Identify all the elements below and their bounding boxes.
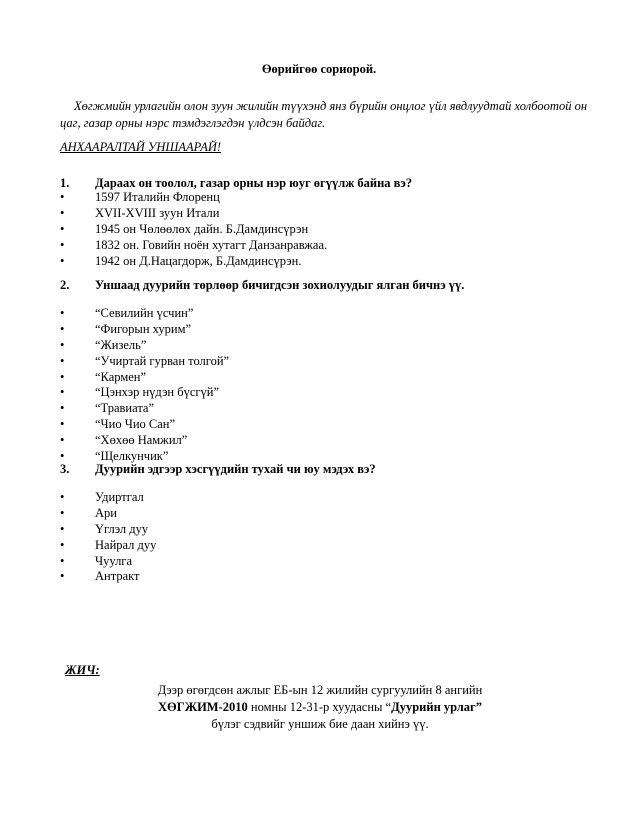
list-item: • “Учиртай гурван толгой”: [60, 353, 230, 368]
list-item: • XVII-XVIII зуун Итали: [60, 205, 220, 220]
bullet-icon: •: [60, 417, 65, 432]
list-item: • “Фигорын хурим”: [60, 321, 192, 336]
bullet-icon: •: [60, 205, 65, 220]
question-1-list: [60, 190, 600, 269]
question-2-list: [60, 306, 600, 465]
bullet-icon: •: [60, 490, 65, 504]
question-text: Уншаад дуурийн төрлөөр бичигдсэн зохиолуудыг ялган бичнэ үү.: [95, 278, 465, 292]
list-item: • “Щелкунчик”: [60, 449, 169, 464]
list-item: • 1942 он Д.Нацагдорж, Б.Дамдинсүрэн.: [60, 253, 302, 268]
bullet-icon: •: [60, 553, 65, 568]
list-item: • 1597 Италийн Флоренц: [60, 190, 220, 204]
bullet-icon: •: [60, 221, 65, 236]
list-item: • “Травиата”: [60, 401, 155, 416]
bullet-icon: •: [60, 353, 65, 368]
note-line-1: Дээр өгөгдсөн ажлыг ЕБ-ын 12 жилийн сургуулийн 8 ангийн: [157, 683, 483, 697]
list-item: • Ари: [60, 505, 117, 520]
list-item: • Удиртгал: [60, 490, 144, 504]
bullet-icon: •: [60, 337, 65, 352]
bullet-icon: •: [60, 190, 65, 204]
list-item: • “Чио Чио Сан”: [60, 417, 176, 432]
bullet-icon: •: [60, 521, 65, 536]
list-item: • 1945 он Чөлөөлөх дайн. Б.Дамдинсүрэн: [60, 221, 309, 236]
bullet-icon: •: [60, 306, 65, 320]
intro-paragraph: Хөгжмийн урлагийн олон зуун жилийн түүхэнд янз бүрийн онцлог үйл явдлуудтай холбоотой он цаг, газар орны нэрс тэмдэглэгдэн үлдсэн байдаг.: [60, 99, 588, 130]
note-label: ЖИЧ:: [65, 663, 100, 677]
bullet-icon: •: [60, 569, 65, 584]
list-item: • “Жизель”: [60, 337, 147, 352]
bullet-icon: •: [60, 449, 65, 464]
bullet-icon: •: [60, 369, 65, 384]
bullet-icon: •: [60, 433, 65, 448]
bullet-icon: •: [60, 401, 65, 416]
note-line-3: бүлэг сэдвийг уншиж бие даан хийнэ үү.: [211, 717, 429, 731]
question-number: 2.: [60, 278, 70, 292]
question-number: 3.: [60, 462, 70, 476]
bullet-icon: •: [60, 253, 65, 268]
question-text: Дуурийн эдгээр хэсгүүдийн тухай чи юу мэдэх вэ?: [95, 462, 376, 476]
list-item: • Чуулга: [60, 553, 132, 568]
list-item: • Үглэл дуу: [60, 521, 149, 536]
bullet-icon: •: [60, 505, 65, 520]
note-line-2: ХӨГЖИМ-2010 номны 12-31-р хуудасны “Дуурийн урлаг”: [158, 700, 482, 714]
question-number: 1.: [60, 176, 70, 190]
list-item: • “Севилийн үсчин”: [60, 306, 194, 320]
list-item: • “Кармен”: [60, 369, 147, 384]
list-item: • “Хөхөө Намжил”: [60, 433, 188, 448]
bullet-icon: •: [60, 237, 65, 252]
bullet-icon: •: [60, 537, 65, 552]
bullet-icon: •: [60, 385, 65, 400]
list-item: • Антракт: [60, 569, 140, 584]
warning-heading: АНХААРАЛТАЙ УНШААРАЙ!: [60, 140, 222, 154]
question-text: Дараах он тоолол, газар орны нэр юуг өгүүлж байна вэ?: [95, 176, 413, 190]
question-3-list: [60, 490, 600, 585]
list-item: • “Цэнхэр нүдэн бүсгүй”: [60, 385, 220, 400]
note-paragraph: [100, 682, 540, 733]
page-title: Өөрийгөө сориорой.: [261, 62, 377, 76]
bullet-icon: •: [60, 321, 65, 336]
list-item: • Найрал дуу: [60, 537, 157, 552]
list-item: • 1832 он. Говийн ноён хутагт Данзанравжаа.: [60, 237, 328, 252]
